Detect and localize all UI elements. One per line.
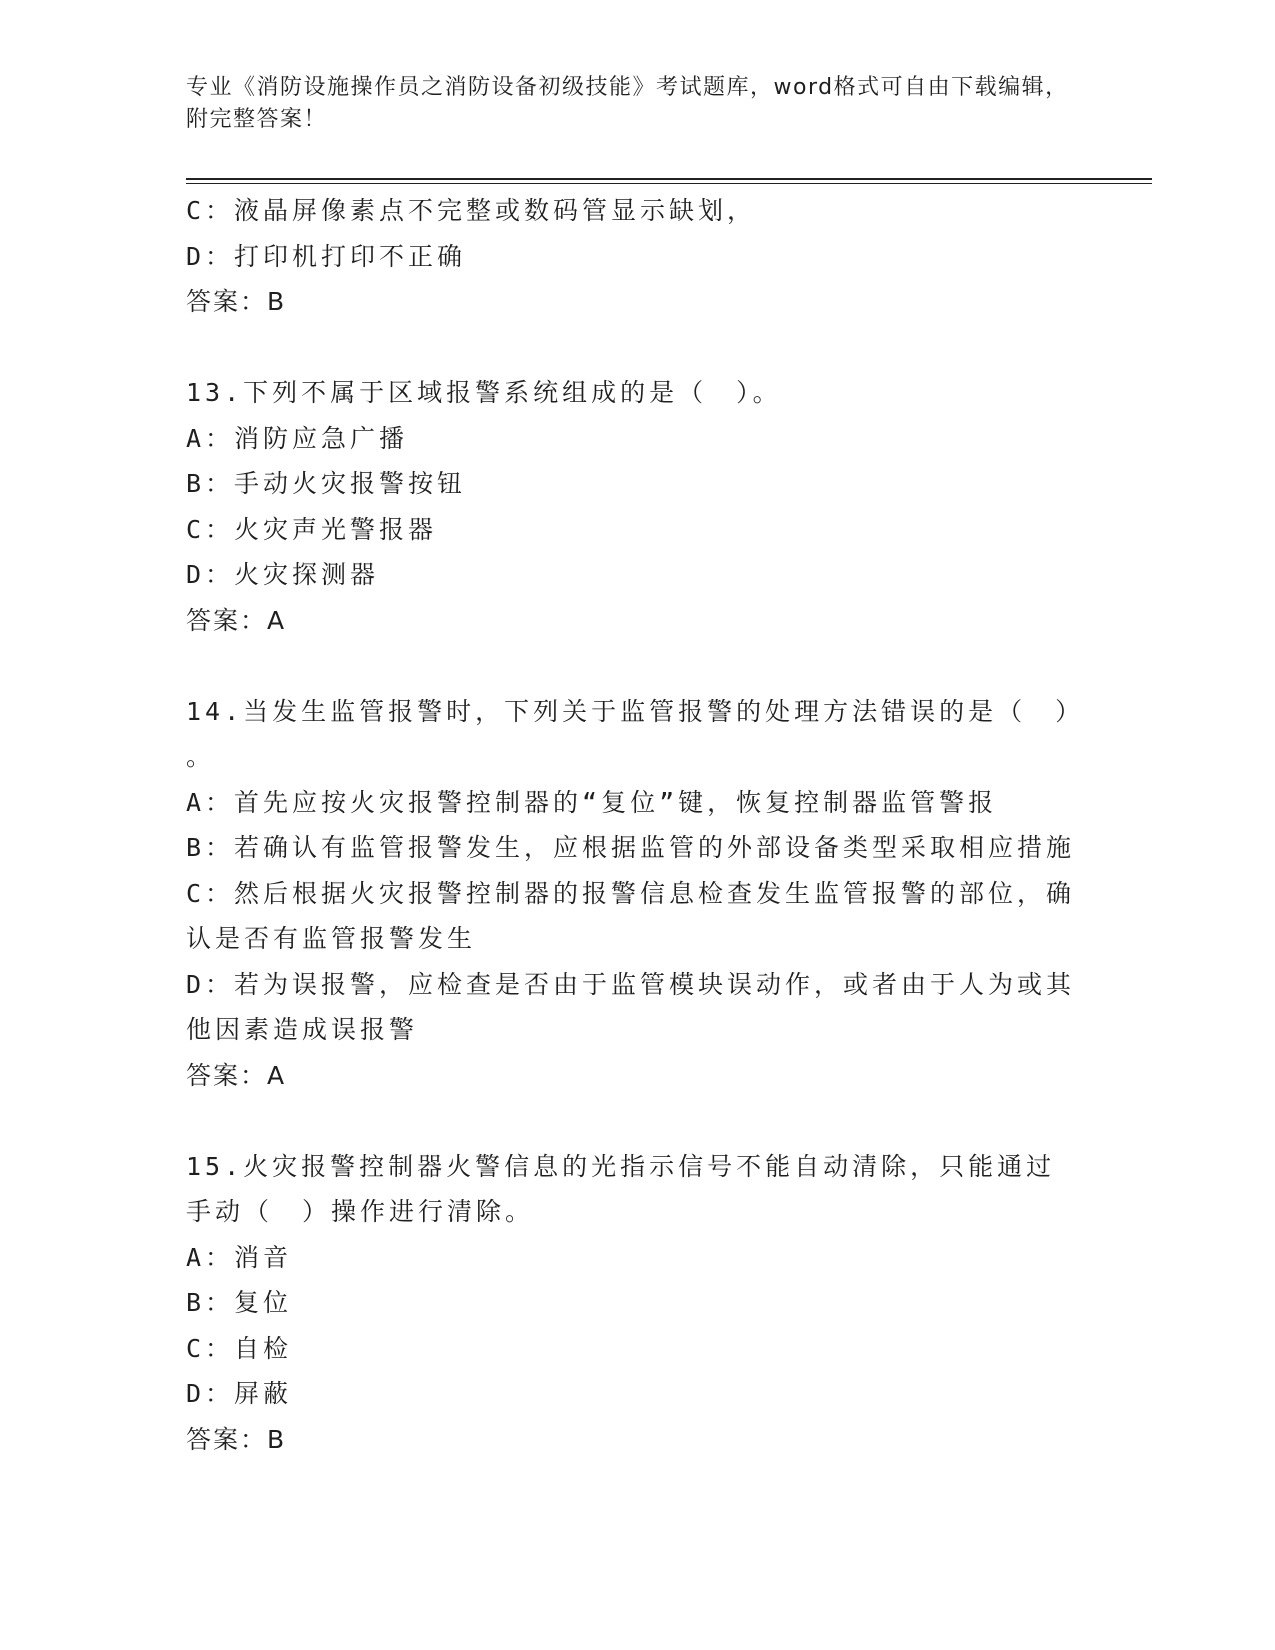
option-c: C：液晶屏像素点不完整或数码管显示缺划， <box>186 196 757 225</box>
answer-line: 答案：A <box>186 1060 287 1090</box>
option-d: D：火灾探测器 <box>186 560 380 589</box>
option-d: D：若为误报警，应检查是否由于监管模块误动作，或者由于人为或其他因素造成误报警 <box>186 969 1076 1044</box>
option-b: B：复位 <box>186 1288 293 1317</box>
option-a: A：消音 <box>186 1242 293 1272</box>
answer-line: 答案：A <box>186 605 287 635</box>
option-d: D：屏蔽 <box>186 1379 293 1408</box>
answer-line: 答案：B <box>186 287 287 316</box>
answer-line: 答案：B <box>186 1424 287 1454</box>
spacer <box>186 325 1076 371</box>
question-13 <box>186 370 1076 643</box>
option-a: A：消防应急广播 <box>186 423 409 453</box>
question-stem-continuation: 。 <box>186 742 216 771</box>
page-header: 专业《消防设施操作员之消防设备初级技能》考试题库，word格式可自由下载编辑，附完整答案！ <box>186 75 1069 132</box>
header-divider-thin <box>186 183 1152 184</box>
question-12-continued <box>186 188 1076 325</box>
option-a: A：首先应按火灾报警控制器的“复位”键，恢复控制器监管警报 <box>186 787 998 817</box>
question-stem: 15.火灾报警控制器火警信息的光指示信号不能自动清除，只能通过手动（ ）操作进行清除。 <box>186 1151 1056 1226</box>
option-d: D：打印机打印不正确 <box>186 241 467 271</box>
question-14 <box>186 689 1085 1099</box>
spacer <box>186 643 1076 689</box>
option-b: B：手动火灾报警按钮 <box>186 469 467 498</box>
spacer <box>186 1098 1076 1144</box>
option-b: B：若确认有监管报警发生，应根据监管的外部设备类型采取相应措施 <box>186 833 1076 862</box>
question-list <box>186 188 1085 1462</box>
question-15 <box>186 1144 1076 1463</box>
question-stem: 14.当发生监管报警时，下列关于监管报警的处理方法错误的是（ ） <box>186 696 1085 726</box>
option-c: C：火灾声光警报器 <box>186 514 438 544</box>
header-divider-thick <box>186 178 1152 180</box>
question-stem: 13.下列不属于区域报警系统组成的是（ ）。 <box>186 378 782 407</box>
option-c: C：然后根据火灾报警控制器的报警信息检查发生监管报警的部位，确认是否有监管报警发生 <box>186 878 1076 953</box>
option-c: C：自检 <box>186 1333 293 1363</box>
